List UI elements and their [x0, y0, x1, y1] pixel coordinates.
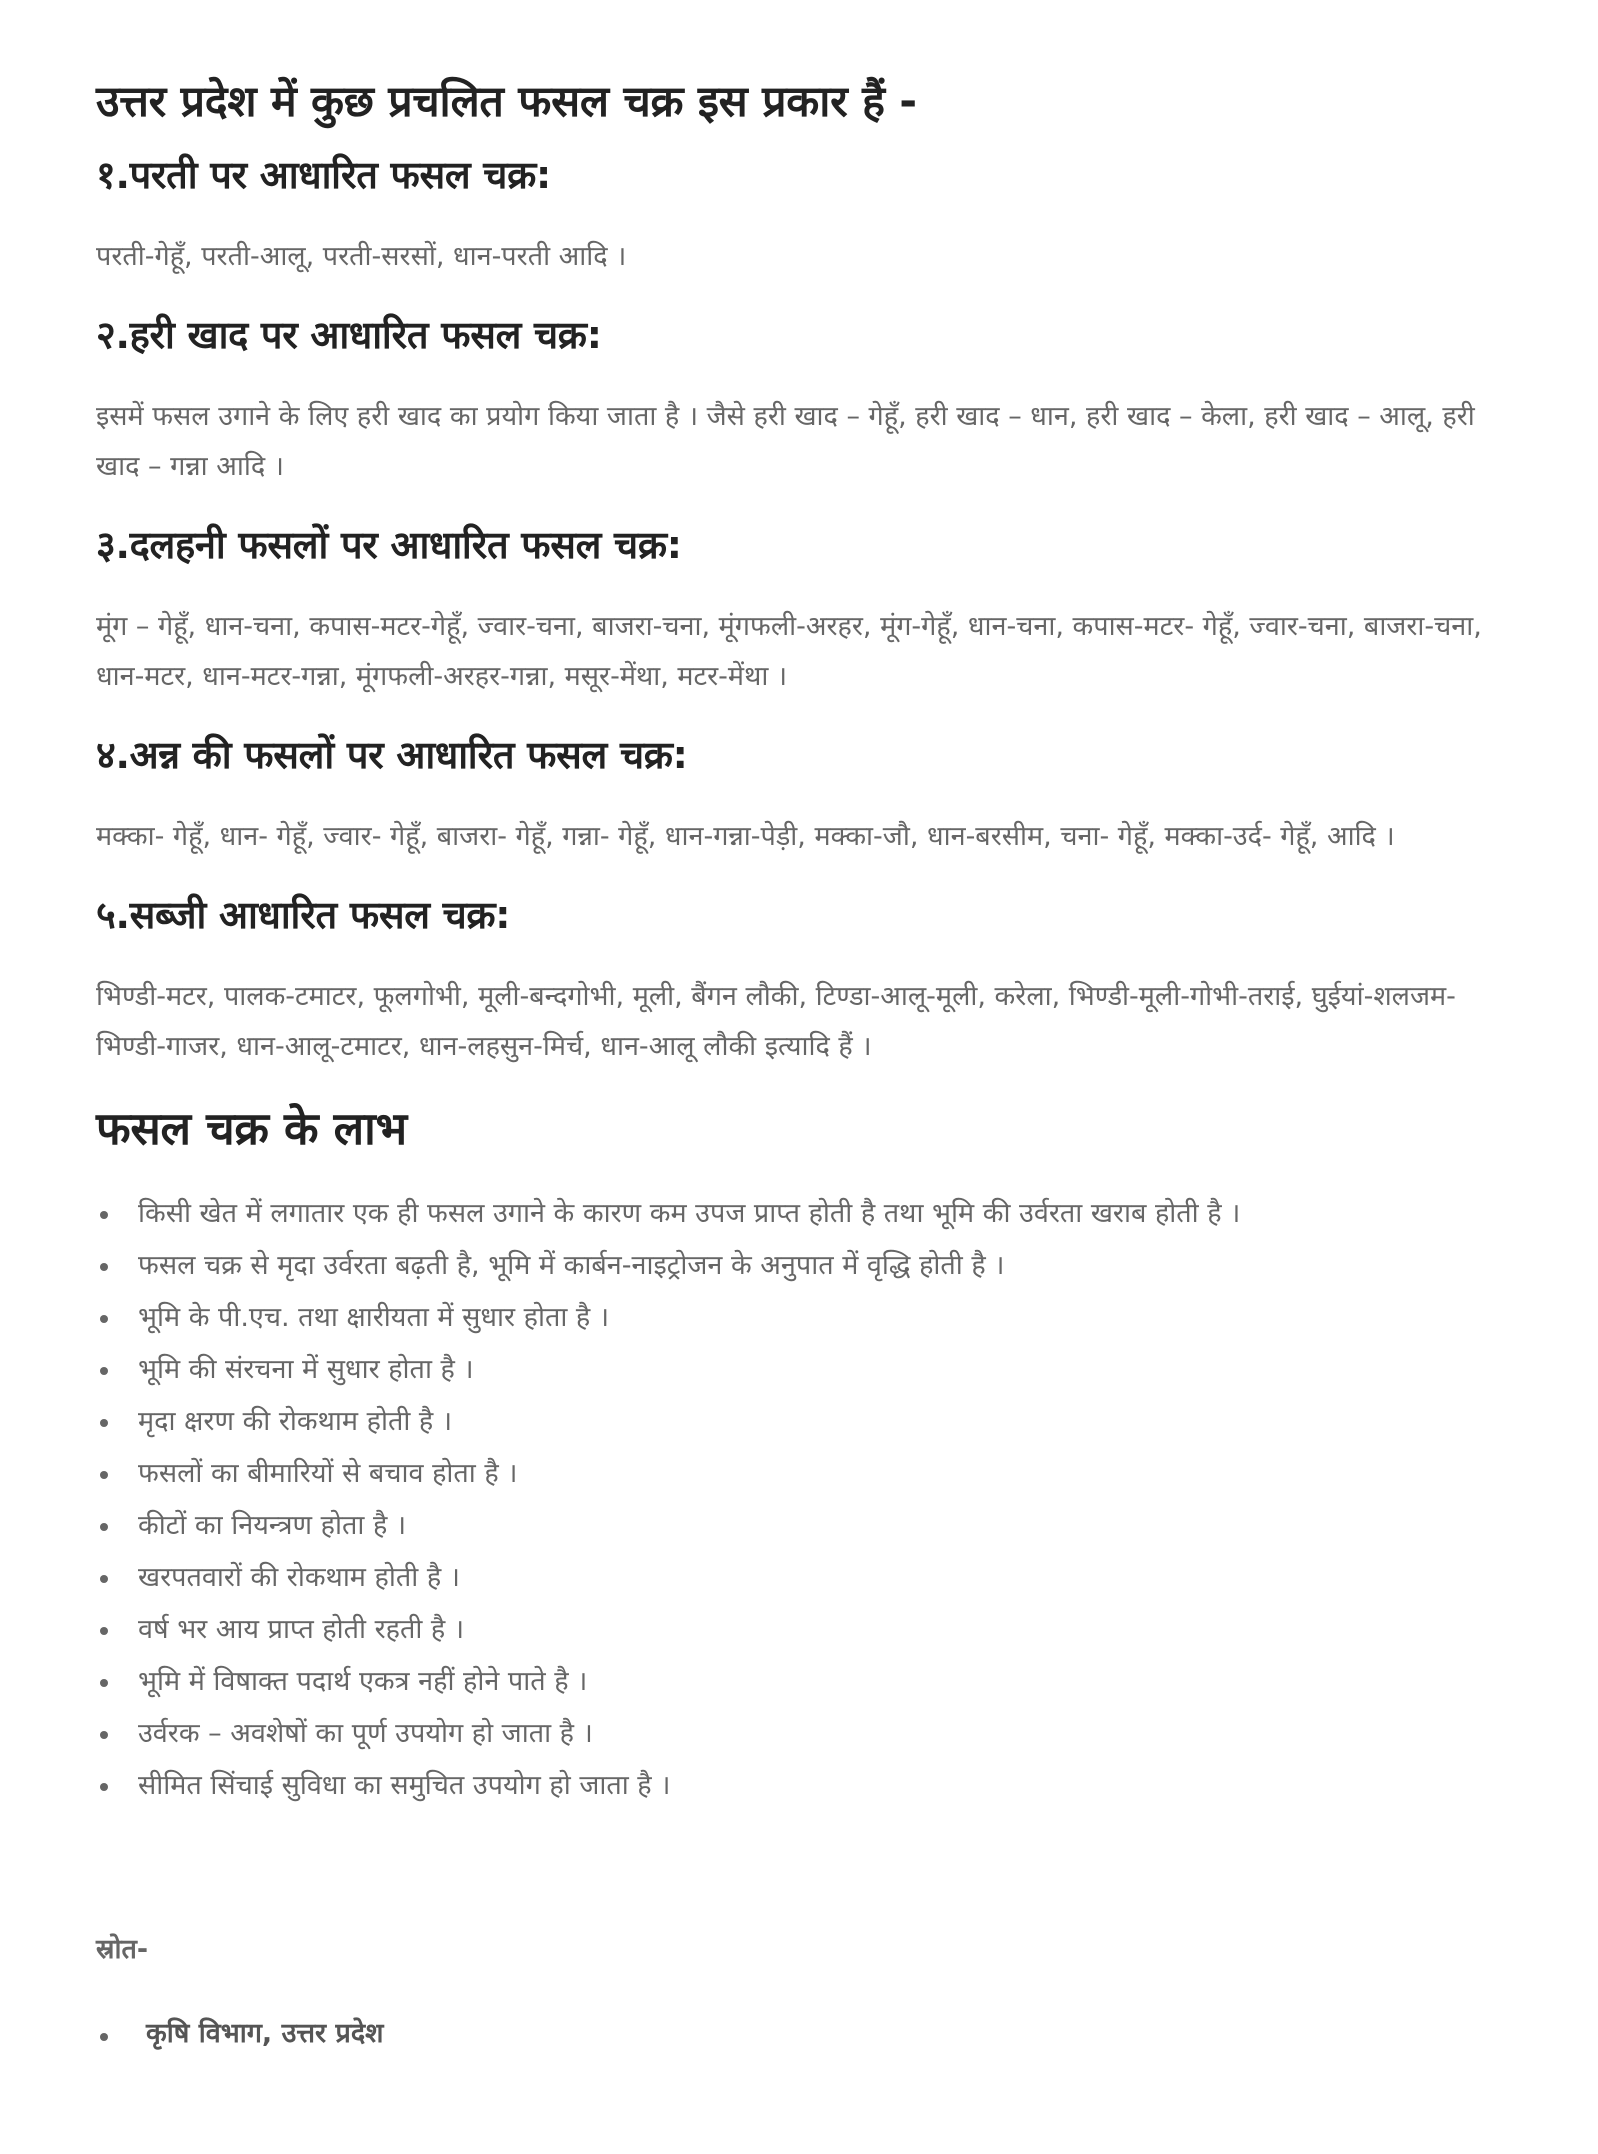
benefits-heading: फसल चक्र के लाभ: [96, 1102, 407, 1155]
list-item: भूमि के पी.एच. तथा क्षारीयता में सुधार होता है ।: [96, 1292, 1502, 1344]
source-list: [96, 2010, 1502, 2058]
list-item: खरपतवारों की रोकथाम होती है ।: [96, 1552, 1502, 1604]
list-item: भूमि की संरचना में सुधार होता है ।: [96, 1344, 1502, 1396]
source-item: कृषि विभाग, उत्तर प्रदेश: [96, 2010, 1502, 2058]
section-heading: ४.अन्न की फसलों पर आधारित फसल चक्र:: [96, 733, 688, 777]
list-item: फसल चक्र से मृदा उर्वरता बढ़ती है, भूमि में कार्बन-नाइट्रोजन के अनुपात में वृद्धि होती है ।: [96, 1240, 1502, 1292]
section-heading: १.परती पर आधारित फसल चक्र:: [96, 153, 551, 197]
list-item: फसलों का बीमारियों से बचाव होता है ।: [96, 1448, 1502, 1500]
list-item: सीमित सिंचाई सुविधा का समुचित उपयोग हो जाता है ।: [96, 1760, 1502, 1812]
section-text: मूंग – गेहूँ, धान-चना, कपास-मटर-गेहूँ, ज्वार-चना, बाजरा-चना, मूंगफली-अरहर, मूंग-गेहूँ, धान-चना, कपास-मटर- गेहूँ, ज्वार-चना, बाजरा-चना, धान-मटर, धान-मटर-गन्ना, मूंगफली-अरहर-गन्ना, मसूर-मेंथा, मटर-मेंथा ।: [96, 611, 1482, 692]
source-label: स्रोत-: [96, 1934, 149, 1965]
page-title: उत्तर प्रदेश में कुछ प्रचलित फसल चक्र इस प्रकार हैं -: [96, 77, 917, 127]
section-heading: ५.सब्जी आधारित फसल चक्र:: [96, 893, 511, 937]
list-item: किसी खेत में लगातार एक ही फसल उगाने के कारण कम उपज प्राप्त होती है तथा भूमि की उर्वरता खराब होती है ।: [96, 1188, 1502, 1240]
section-text: भिण्डी-मटर, पालक-टमाटर, फूलगोभी, मूली-बन्दगोभी, मूली, बैंगन लौकी, टिण्डा-आलू-मूली, करेला, भिण्डी-मूली-गोभी-तराई, घुईयां-शलजम-भिण्डी-गाजर, धान-आलू-टमाटर, धान-लहसुन-मिर्च, धान-आलू लौकी इत्यादि हैं ।: [96, 981, 1456, 1062]
section-heading: २.हरी खाद पर आधारित फसल चक्र:: [96, 313, 602, 357]
benefits-list: [96, 1188, 1502, 1812]
section-pulses: [96, 518, 1502, 702]
section-text: मक्का- गेहूँ, धान- गेहूँ, ज्वार- गेहूँ, बाजरा- गेहूँ, गन्ना- गेहूँ, धान-गन्ना-पेड़ी, मक्का-जौ, धान-बरसीम, चना- गेहूँ, मक्का-उर्द- गेहूँ, आदि ।: [96, 821, 1395, 852]
section-fallow: [96, 148, 1502, 282]
list-item: कीटों का नियन्त्रण होता है ।: [96, 1500, 1502, 1552]
list-item: मृदा क्षरण की रोकथाम होती है ।: [96, 1396, 1502, 1448]
section-vegetables: [96, 888, 1502, 1072]
section-text: इसमें फसल उगाने के लिए हरी खाद का प्रयोग किया जाता है । जैसे हरी खाद – गेहूँ, हरी खाद – धान, हरी खाद – केला, हरी खाद – आलू, हरी खाद – गन्ना आदि ।: [96, 401, 1475, 482]
section-text: परती-गेहूँ, परती-आलू, परती-सरसों, धान-परती आदि ।: [96, 241, 627, 272]
list-item: उर्वरक – अवशेषों का पूर्ण उपयोग हो जाता है ।: [96, 1708, 1502, 1760]
section-green-manure: [96, 308, 1502, 492]
section-cereals: [96, 728, 1502, 862]
list-item: भूमि में विषाक्त पदार्थ एकत्र नहीं होने पाते है ।: [96, 1656, 1502, 1708]
section-heading: ३.दलहनी फसलों पर आधारित फसल चक्र:: [96, 523, 682, 567]
list-item: वर्ष भर आय प्राप्त होती रहती है ।: [96, 1604, 1502, 1656]
